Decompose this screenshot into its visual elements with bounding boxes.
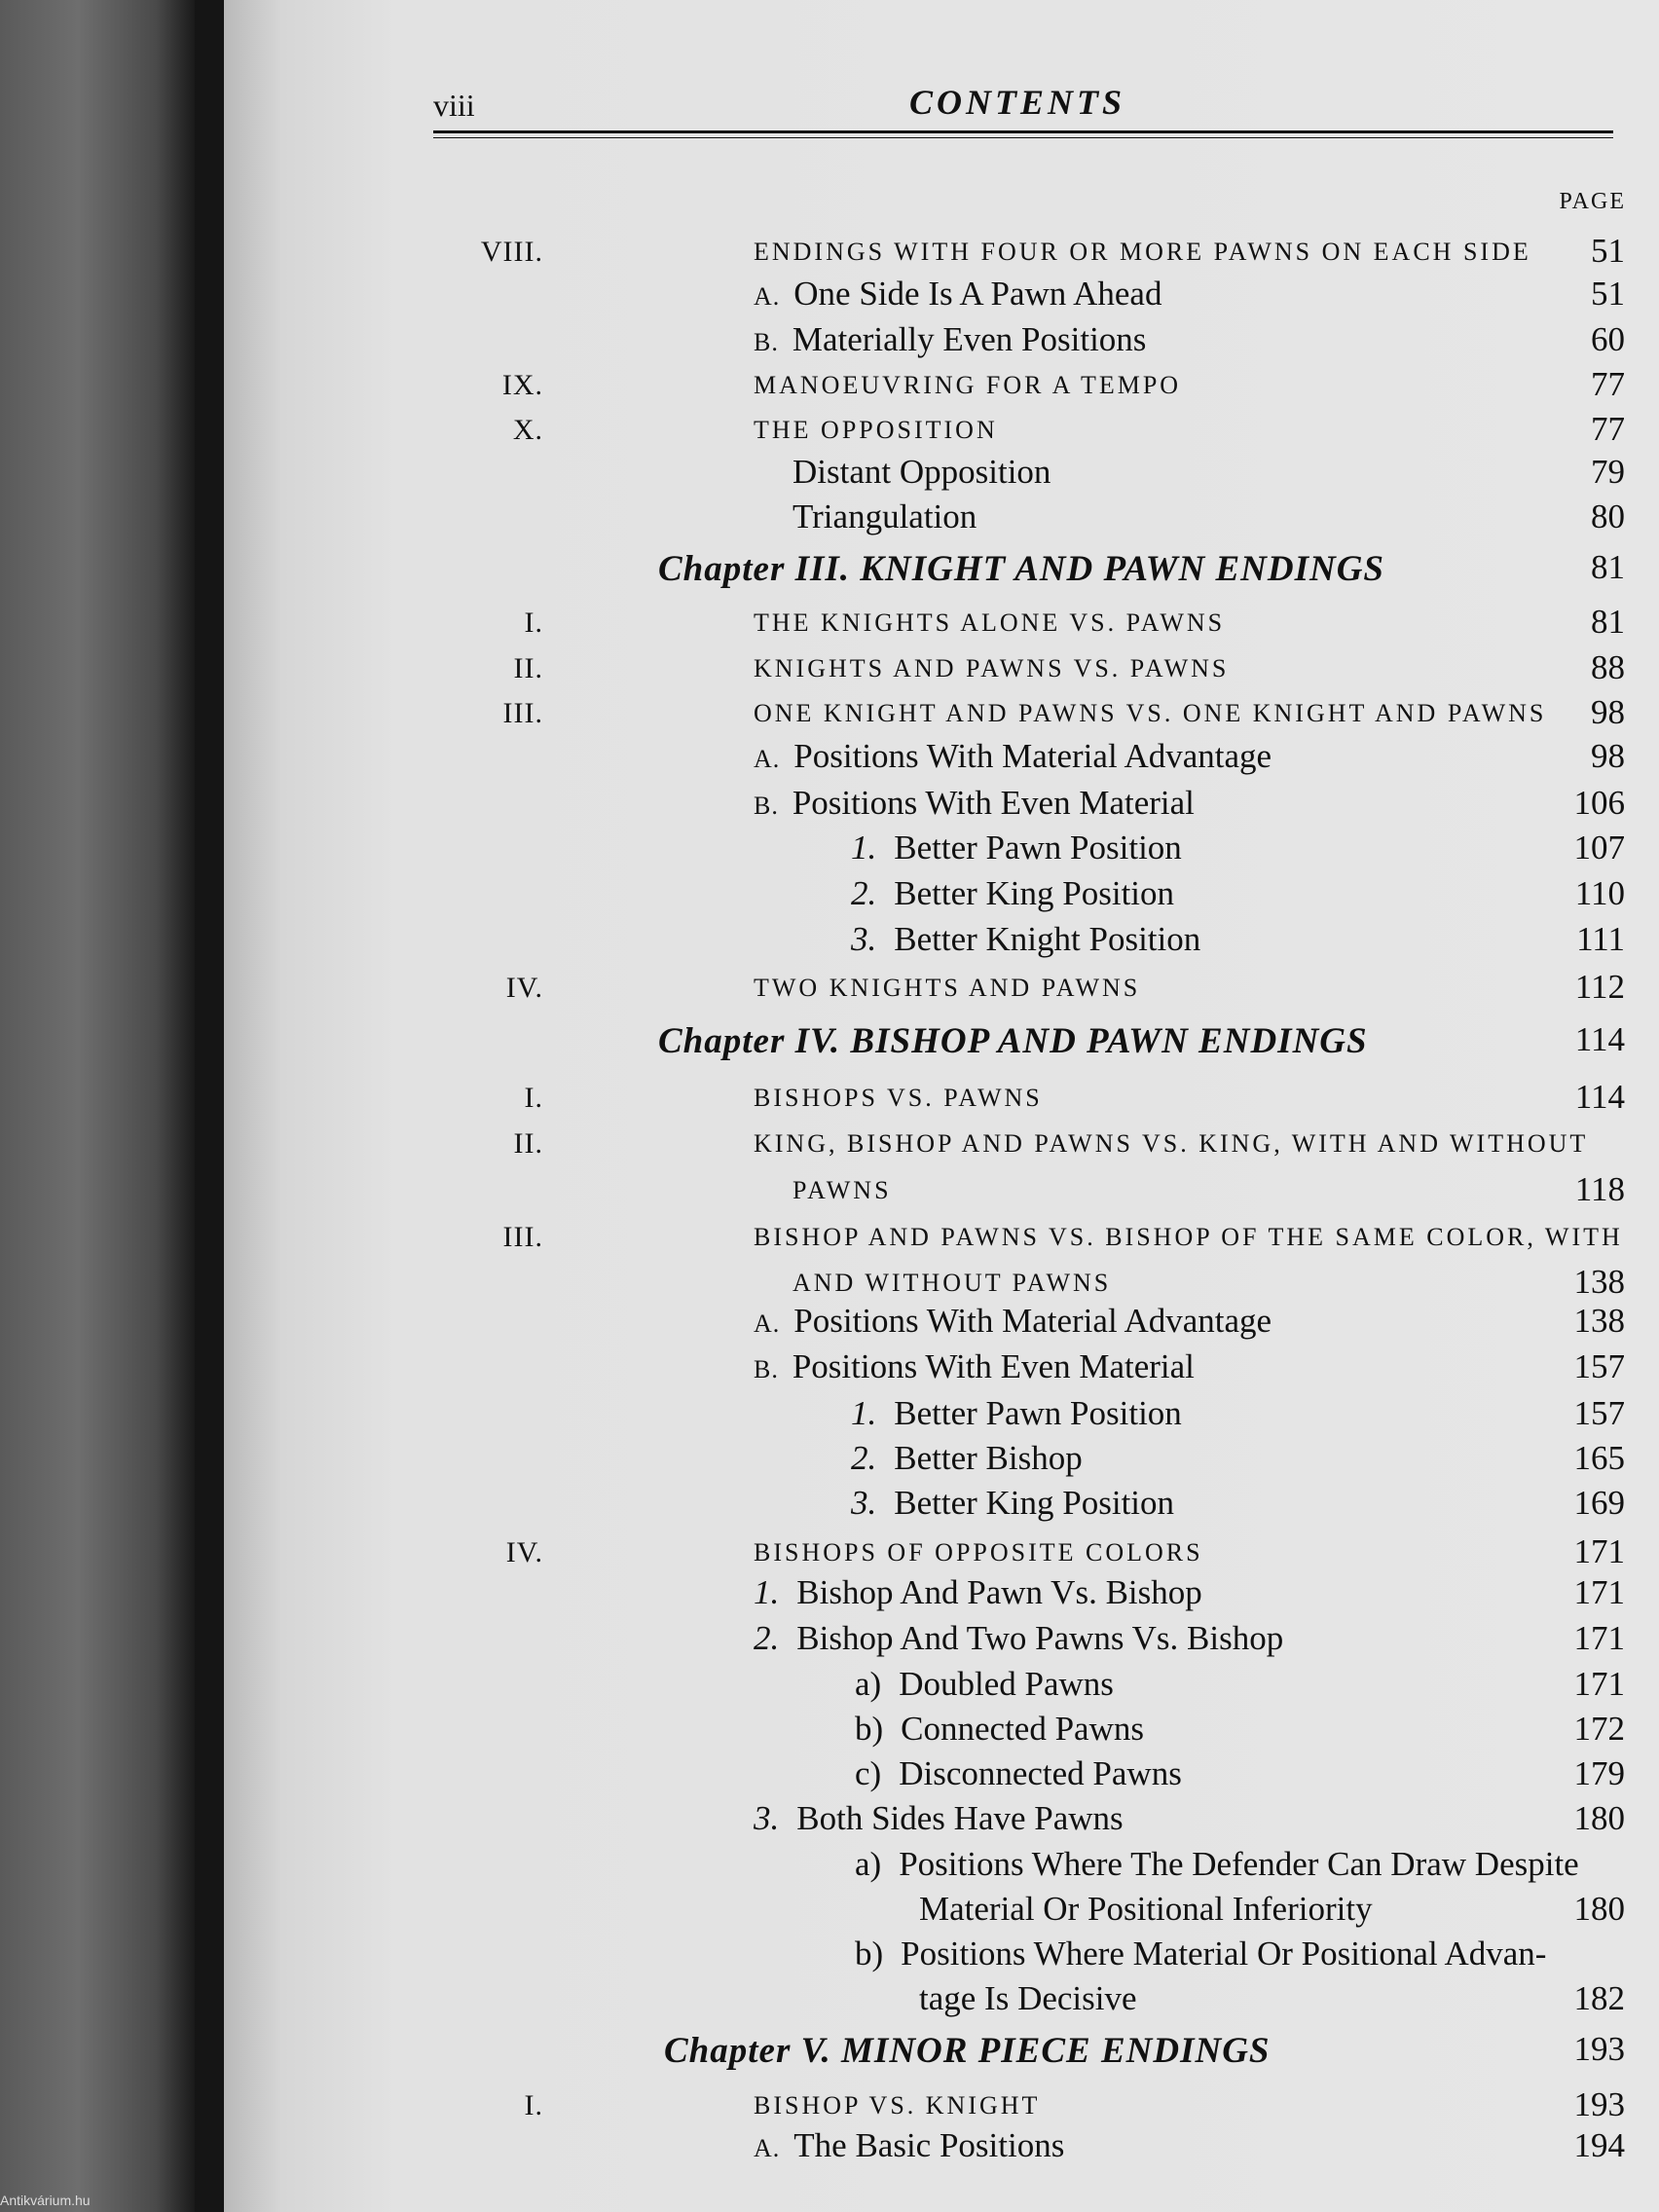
page-ref: 182 [1573,1979,1625,2017]
entry-text [754,1573,1202,1612]
contents-page [224,0,1659,2212]
entry-text [754,1619,1283,1658]
entry-title: KNIGHTS AND PAWNS VS. PAWNS [754,654,1230,682]
entry-label: 2. [851,874,877,912]
entry-title: ONE KNIGHT AND PAWNS VS. ONE KNIGHT AND PAWNS [754,699,1547,727]
entry-title: Better King Position [894,1484,1175,1522]
section-number: IV. [505,972,543,1004]
page-ref: 171 [1573,1665,1625,1703]
entry-label: A. [754,745,781,773]
entry-title: Bishop And Pawn Vs. Bishop [796,1573,1202,1611]
page-ref: 81 [1591,548,1625,586]
entry-label: 3. [851,1484,877,1522]
entry-text [851,1394,1182,1433]
entry-title: Positions Where The Defender Can Draw Despite [899,1845,1579,1883]
entry-text [855,1845,1579,1884]
section-number: III. [502,1221,543,1253]
entry-title: tage Is Decisive [919,1979,1137,2017]
page-ref: 98 [1591,737,1625,775]
header-rule [433,130,1613,133]
entry-title: BISHOP VS. KNIGHT [754,2091,1041,2120]
page-ref: 51 [1591,232,1625,270]
entry-text [754,1538,1203,1567]
entry-title: Chapter V. MINOR PIECE ENDINGS [664,2031,1271,2071]
entry-label: 1. [851,829,877,866]
entry-text [754,416,998,445]
entry-title: TWO KNIGHTS AND PAWNS [754,974,1141,1002]
page-ref: 79 [1591,453,1625,491]
entry-title: Better Bishop [894,1439,1083,1477]
section-number: IV. [505,1536,543,1568]
entry-title: Positions With Material Advantage [793,737,1272,775]
entry-label: 3. [851,920,877,958]
entry-text [851,1484,1174,1523]
entry-title: Connected Pawns [901,1710,1144,1748]
entry-title: Better King Position [894,874,1175,912]
page-ref: 88 [1591,648,1625,686]
section-number: X. [512,414,543,446]
entry-text [919,1979,1137,2018]
page-ref: 179 [1573,1754,1625,1792]
book-edge [0,0,195,2212]
page-ref: 107 [1573,829,1625,866]
entry-text [855,1665,1114,1704]
entry-title: Positions Where Material Or Positional Advan- [901,1935,1547,1972]
entry-text [851,874,1174,913]
entry-text [754,1223,1623,1252]
entry-text [754,320,1146,359]
entry-text [754,1799,1124,1838]
page-ref: 171 [1573,1532,1625,1570]
page-ref: 81 [1591,603,1625,641]
entry-text [754,275,1161,313]
entry-label: a) [855,1665,882,1703]
entry-text [793,498,977,536]
entry-text [754,1347,1195,1386]
page-ref: 171 [1573,1573,1625,1611]
chapter-heading [664,2030,1271,2072]
entry-text [855,1935,1546,1973]
page-ref: 172 [1573,1710,1625,1748]
entry-text [754,784,1195,823]
page-ref: 51 [1591,275,1625,313]
entry-text [754,2126,1064,2165]
entry-title: Better Pawn Position [894,829,1182,866]
page-ref: 110 [1574,874,1625,912]
page-ref: 111 [1576,920,1625,958]
entry-text [793,1176,892,1205]
entry-title: ENDINGS WITH FOUR OR MORE PAWNS ON EACH SIDE [754,238,1531,266]
entry-title: BISHOPS OF OPPOSITE COLORS [754,1538,1203,1567]
entry-text [754,1302,1272,1341]
section-number: I. [524,607,543,639]
chapter-heading [658,1020,1368,1062]
entry-title: Positions With Even Material [792,1347,1195,1385]
entry-title: Chapter III. KNIGHT AND PAWN ENDINGS [658,549,1384,589]
entry-label: A. [754,2134,781,2162]
entry-text [754,238,1531,267]
entry-text [754,608,1225,638]
entry-text [754,974,1140,1003]
page-ref: 171 [1573,1619,1625,1657]
entry-label: 2. [754,1619,780,1657]
entry-title: Materially Even Positions [792,320,1147,358]
entry-label: 2. [851,1439,877,1477]
entry-title: Chapter IV. BISHOP AND PAWN ENDINGS [658,1021,1368,1061]
entry-text [754,699,1546,728]
page-ref: 118 [1574,1170,1625,1208]
entry-text [754,2091,1040,2120]
section-number: I. [524,2089,543,2121]
page-ref: 138 [1573,1263,1625,1301]
running-title: CONTENTS [908,83,1126,122]
page-ref: 180 [1573,1799,1625,1837]
entry-text [754,654,1229,683]
entry-title: Material Or Positional Inferiority [919,1890,1373,1928]
entry-title: Positions With Material Advantage [793,1302,1272,1340]
entry-text [919,1890,1373,1929]
watermark: Antikvárium.hu [0,2193,91,2208]
page-ref: 80 [1591,498,1625,535]
entry-title: Better Pawn Position [894,1394,1182,1432]
entry-label: b) [855,1935,884,1972]
page-ref: 77 [1591,365,1625,403]
entry-text [851,829,1182,867]
page-number: viii [433,88,475,123]
page-ref: 138 [1573,1302,1625,1340]
entry-title: THE KNIGHTS ALONE VS. PAWNS [754,608,1226,637]
entry-text [851,1439,1083,1478]
entry-label: 1. [851,1394,877,1432]
page-ref: 98 [1591,693,1625,731]
entry-title: MANOEUVRING FOR A TEMPO [754,371,1182,399]
entry-title: THE OPPOSITION [754,416,998,444]
header-rule-thin [433,137,1613,138]
entry-label: a) [855,1845,882,1883]
page-ref: 106 [1573,784,1625,822]
page-ref: 77 [1591,410,1625,448]
entry-text [855,1710,1144,1749]
book-binding [195,0,224,2212]
page-ref: 165 [1573,1439,1625,1477]
entry-text [851,920,1200,959]
page-ref: 157 [1573,1394,1625,1432]
page-ref: 193 [1573,2030,1625,2068]
entry-title: Disconnected Pawns [899,1754,1182,1792]
page-ref: 114 [1574,1020,1625,1058]
entry-label: 3. [754,1799,780,1837]
page-ref: 180 [1573,1890,1625,1928]
page-ref: 60 [1591,320,1625,358]
entry-title: BISHOPS VS. PAWNS [754,1084,1043,1112]
entry-title: Better Knight Position [894,920,1201,958]
entry-title: AND WITHOUT PAWNS [793,1269,1112,1297]
entry-title: Both Sides Have Pawns [796,1799,1124,1837]
entry-title: Doubled Pawns [899,1665,1114,1703]
entry-title: Distant Opposition [793,453,1051,491]
entry-text [793,1269,1111,1298]
entry-text [855,1754,1182,1793]
entry-title: BISHOP AND PAWNS VS. BISHOP OF THE SAME COLOR, WITH [754,1223,1623,1251]
section-number: I. [524,1082,543,1114]
section-number: II. [513,652,543,684]
entry-title: KING, BISHOP AND PAWNS VS. KING, WITH AND WITHOUT [754,1129,1589,1158]
entry-title: One Side Is A Pawn Ahead [793,275,1162,313]
section-number: IX. [501,369,543,401]
entry-title: Positions With Even Material [792,784,1195,822]
section-number: III. [502,697,543,729]
entry-label: b) [855,1710,884,1748]
entry-label: A. [754,282,781,311]
entry-title: Bishop And Two Pawns Vs. Bishop [796,1619,1284,1657]
entry-label: c) [855,1754,882,1792]
section-number: II. [513,1127,543,1160]
entry-label: 1. [754,1573,780,1611]
page-ref: 157 [1573,1347,1625,1385]
page-ref: 169 [1573,1484,1625,1522]
entry-text [754,1129,1588,1159]
entry-title: PAWNS [793,1176,892,1204]
entry-label: B. [754,1355,779,1383]
page-ref: 194 [1573,2126,1625,2164]
entry-text [754,371,1181,400]
entry-title: Triangulation [793,498,977,535]
page-ref: 114 [1574,1078,1625,1116]
entry-text [793,453,1051,492]
entry-title: The Basic Positions [793,2126,1065,2164]
entry-text [754,737,1272,776]
entry-label: A. [754,1309,781,1338]
page-ref: 112 [1574,968,1625,1006]
page-header [433,76,1659,134]
chapter-heading [658,548,1384,590]
entry-label: B. [754,328,779,356]
entry-label: B. [754,792,779,820]
page-ref: 193 [1573,2085,1625,2123]
page-column-heading: PAGE [1559,189,1626,214]
section-number: VIII. [480,236,543,268]
entry-text [754,1084,1043,1113]
